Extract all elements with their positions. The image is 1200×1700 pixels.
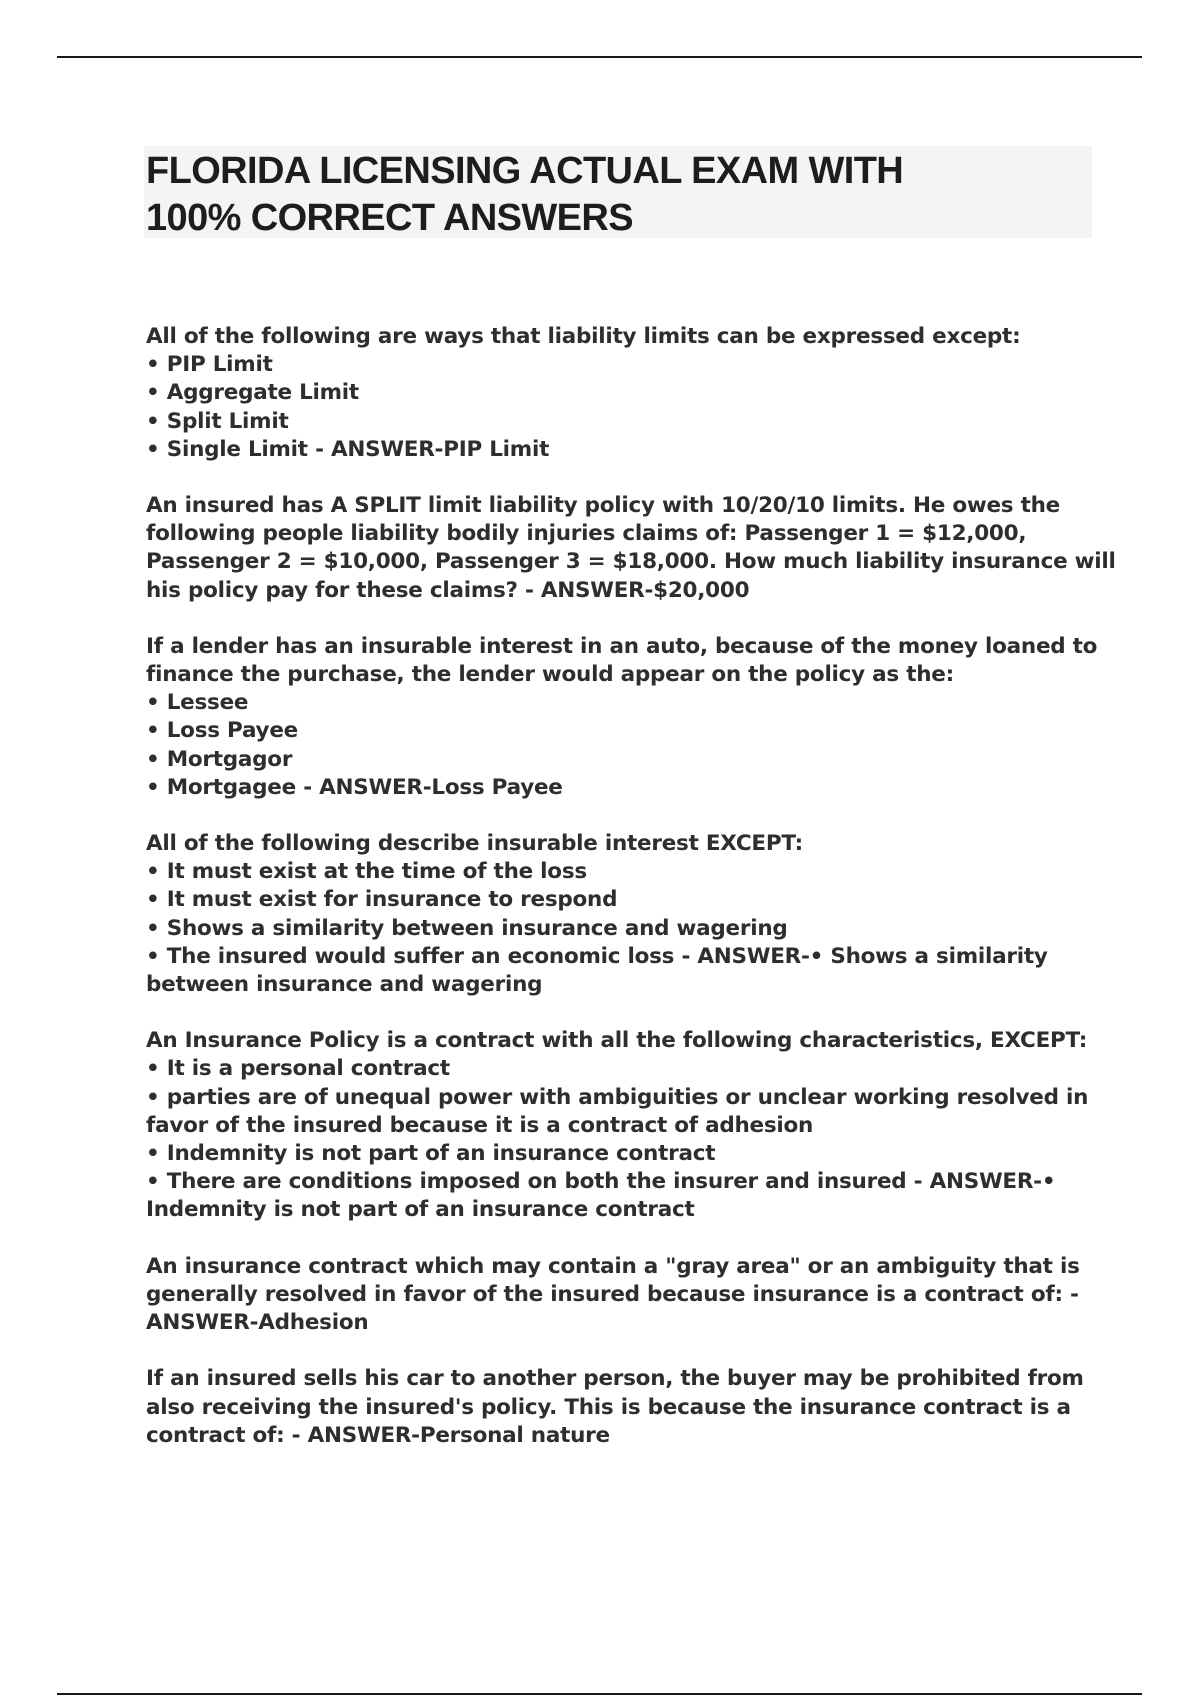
- text-line: Passenger 2 = $10,000, Passenger 3 = $18,000. How much liability insurance will: [146, 549, 1116, 575]
- text-line: Indemnity is not part of an insurance contract: [146, 1197, 695, 1223]
- text-line: • It must exist for insurance to respond: [146, 887, 618, 913]
- text-line: his policy pay for these claims? - ANSWER-$20,000: [146, 577, 750, 603]
- text-line: An insurance contract which may contain a "gray area" or an ambiguity that is: [146, 1253, 1080, 1279]
- questions-list: [146, 323, 1116, 1478]
- text-line: • Split Limit: [146, 408, 289, 434]
- text-line: • Aggregate Limit: [146, 380, 359, 406]
- top-divider: [57, 56, 1142, 58]
- text-line: • It is a personal contract: [146, 1056, 450, 1082]
- text-line: • PIP Limit: [146, 352, 273, 378]
- text-line: between insurance and wagering: [146, 972, 543, 998]
- title-line-1: FLORIDA LICENSING ACTUAL EXAM WITH: [146, 150, 904, 192]
- text-line: contract of: - ANSWER-Personal nature: [146, 1422, 610, 1448]
- text-line: An insured has A SPLIT limit liability policy with 10/20/10 limits. He owes the: [146, 493, 1060, 519]
- question-block-1: [146, 323, 1098, 464]
- question-block-4: [146, 830, 1098, 999]
- text-line: • Single Limit - ANSWER-PIP Limit: [146, 436, 550, 462]
- text-line: • The insured would suffer an economic loss - ANSWER-• Shows a similarity: [146, 943, 1048, 969]
- text-line: If an insured sells his car to another person, the buyer may be prohibited from: [146, 1366, 1084, 1392]
- text-line: If a lender has an insurable interest in an auto, because of the money loaned to: [146, 633, 1098, 659]
- title-line-2: 100% CORRECT ANSWERS: [146, 197, 634, 239]
- text-line: finance the purchase, the lender would appear on the policy as the:: [146, 662, 954, 688]
- text-line: generally resolved in favor of the insured because insurance is a contract of: -: [146, 1281, 1079, 1307]
- question-block-5: [146, 1027, 1098, 1224]
- bottom-divider: [57, 1693, 1142, 1695]
- text-line: • Loss Payee: [146, 718, 298, 744]
- text-line: • It must exist at the time of the loss: [146, 859, 587, 885]
- text-line: • parties are of unequal power with ambiguities or unclear working resolved in: [146, 1084, 1089, 1110]
- text-line: • There are conditions imposed on both the insurer and insured - ANSWER-•: [146, 1169, 1056, 1195]
- text-line: • Indemnity is not part of an insurance contract: [146, 1141, 716, 1167]
- question-block-6: [146, 1253, 1098, 1338]
- text-line: All of the following describe insurable interest EXCEPT:: [146, 831, 803, 857]
- text-line: An Insurance Policy is a contract with all the following characteristics, EXCEPT:: [146, 1028, 1088, 1054]
- text-line: following people liability bodily injuries claims of: Passenger 1 = $12,000,: [146, 521, 1027, 547]
- question-block-7: [146, 1365, 1098, 1450]
- text-line: also receiving the insured's policy. This is because the insurance contract is a: [146, 1394, 1071, 1420]
- text-line: • Shows a similarity between insurance and wagering: [146, 915, 788, 941]
- text-line: All of the following are ways that liability limits can be expressed except:: [146, 324, 1021, 349]
- question-block-2: [146, 492, 1116, 605]
- text-line: favor of the insured because it is a contract of adhesion: [146, 1112, 814, 1138]
- text-line: ANSWER-Adhesion: [146, 1310, 369, 1336]
- question-block-3: [146, 633, 1098, 802]
- text-line: • Mortgagor: [146, 746, 293, 772]
- text-line: • Lessee: [146, 690, 249, 716]
- text-line: • Mortgagee - ANSWER-Loss Payee: [146, 774, 563, 800]
- page-title: [146, 148, 1086, 242]
